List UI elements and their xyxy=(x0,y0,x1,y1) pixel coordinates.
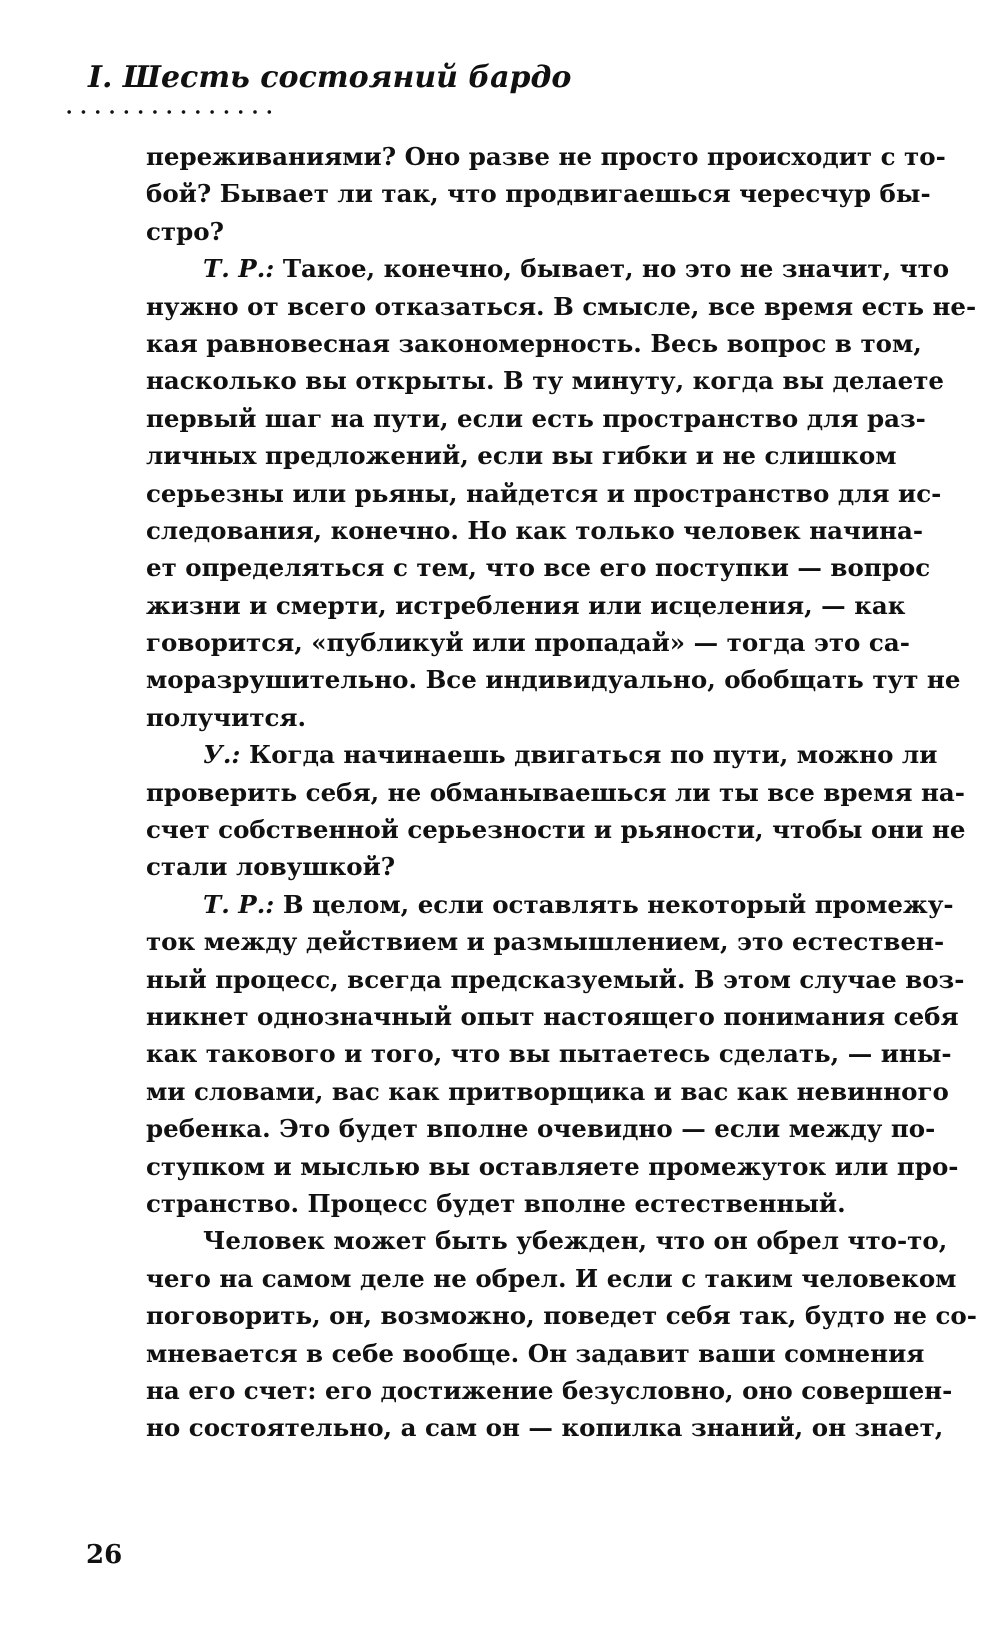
text-line: проверить себя, не обманываешься ли ты все время на- xyxy=(146,777,965,807)
text-line: ребенка. Это будет вполне очевидно — если между по- xyxy=(146,1114,936,1144)
text-segment: В целом, если оставлять некоторый промежу- xyxy=(282,889,954,919)
text-line: нужно от всего отказаться. В смысле, все время есть не- xyxy=(146,291,977,321)
text-line: но состоятельно, а сам он — копилка знаний, он знает, xyxy=(146,1413,944,1443)
text-line: мневается в себе вообще. Он задавит ваши сомнения xyxy=(146,1338,925,1368)
text-line: стали ловушкой? xyxy=(146,852,396,882)
header-dotted-rule xyxy=(62,110,277,114)
text-segment: Такое, конечно, бывает, но это не значит, что xyxy=(282,254,950,284)
text-line: никнет однозначный опыт настоящего понимания себя xyxy=(146,1001,959,1031)
text-line: Человек может быть убежден, что он обрел что-то, xyxy=(203,1226,948,1256)
text-line: как такового и того, что вы пытаетесь сделать, — ины- xyxy=(146,1039,952,1069)
text-line: ет определяться с тем, что все его поступки — вопрос xyxy=(146,553,931,583)
text-line: моразрушительно. Все индивидуально, обобщать тут не xyxy=(146,665,961,695)
page-number: 26 xyxy=(86,1540,123,1570)
text-line: ми словами, вас как притворщика и вас как невинного xyxy=(146,1076,949,1106)
text-line xyxy=(146,886,954,923)
text-line: чего на самом деле не обрел. И если с таким человеком xyxy=(146,1263,957,1293)
text-line: стро? xyxy=(146,216,224,246)
text-line: поговорить, он, возможно, поведет себя так, будто не со- xyxy=(146,1301,977,1331)
text-line: счет собственной серьезности и рьяности, чтобы они не xyxy=(146,815,966,845)
text-line: бой? Бывает ли так, что продвигаешься чересчур бы- xyxy=(146,179,931,209)
body-text xyxy=(146,138,977,1447)
text-line: первый шаг на пути, если есть пространство для раз- xyxy=(146,403,926,433)
text-line: личных предложений, если вы гибки и не слишком xyxy=(146,441,897,471)
running-header: I. Шесть состояний бардо xyxy=(88,60,572,95)
text-line: на его счет: его достижение безусловно, оно совершен- xyxy=(146,1375,953,1405)
text-line xyxy=(146,736,938,773)
text-line: серьезны или рьяны, найдется и пространство для ис- xyxy=(146,478,942,508)
text-line: следования, конечно. Но как только человек начина- xyxy=(146,515,924,545)
text-line: получится. xyxy=(146,702,307,732)
text-line: кая равновесная закономерность. Весь вопрос в том, xyxy=(146,328,922,358)
text-line xyxy=(146,250,950,287)
text-line: ток между действием и размышлением, это естествен- xyxy=(146,927,945,957)
speaker-label: У.: xyxy=(203,740,241,770)
speaker-label: Т. Р.: xyxy=(203,254,275,284)
speaker-label: Т. Р.: xyxy=(203,889,275,919)
text-line: переживаниями? Оно разве не просто происходит с то- xyxy=(146,142,946,171)
text-line: говорится, «публикуй или пропадай» — тогда это са- xyxy=(146,628,910,658)
text-segment: Когда начинаешь двигаться по пути, можно ли xyxy=(249,740,938,770)
text-line: ный процесс, всегда предсказуемый. В этом случае воз- xyxy=(146,964,965,994)
text-line: странство. Процесс будет вполне естественный. xyxy=(146,1188,846,1218)
text-line: жизни и смерти, истребления или исцеления, — как xyxy=(146,590,906,620)
text-line: ступком и мыслью вы оставляете промежуток или про- xyxy=(146,1151,959,1181)
text-line: насколько вы открыты. В ту минуту, когда вы делаете xyxy=(146,366,944,396)
